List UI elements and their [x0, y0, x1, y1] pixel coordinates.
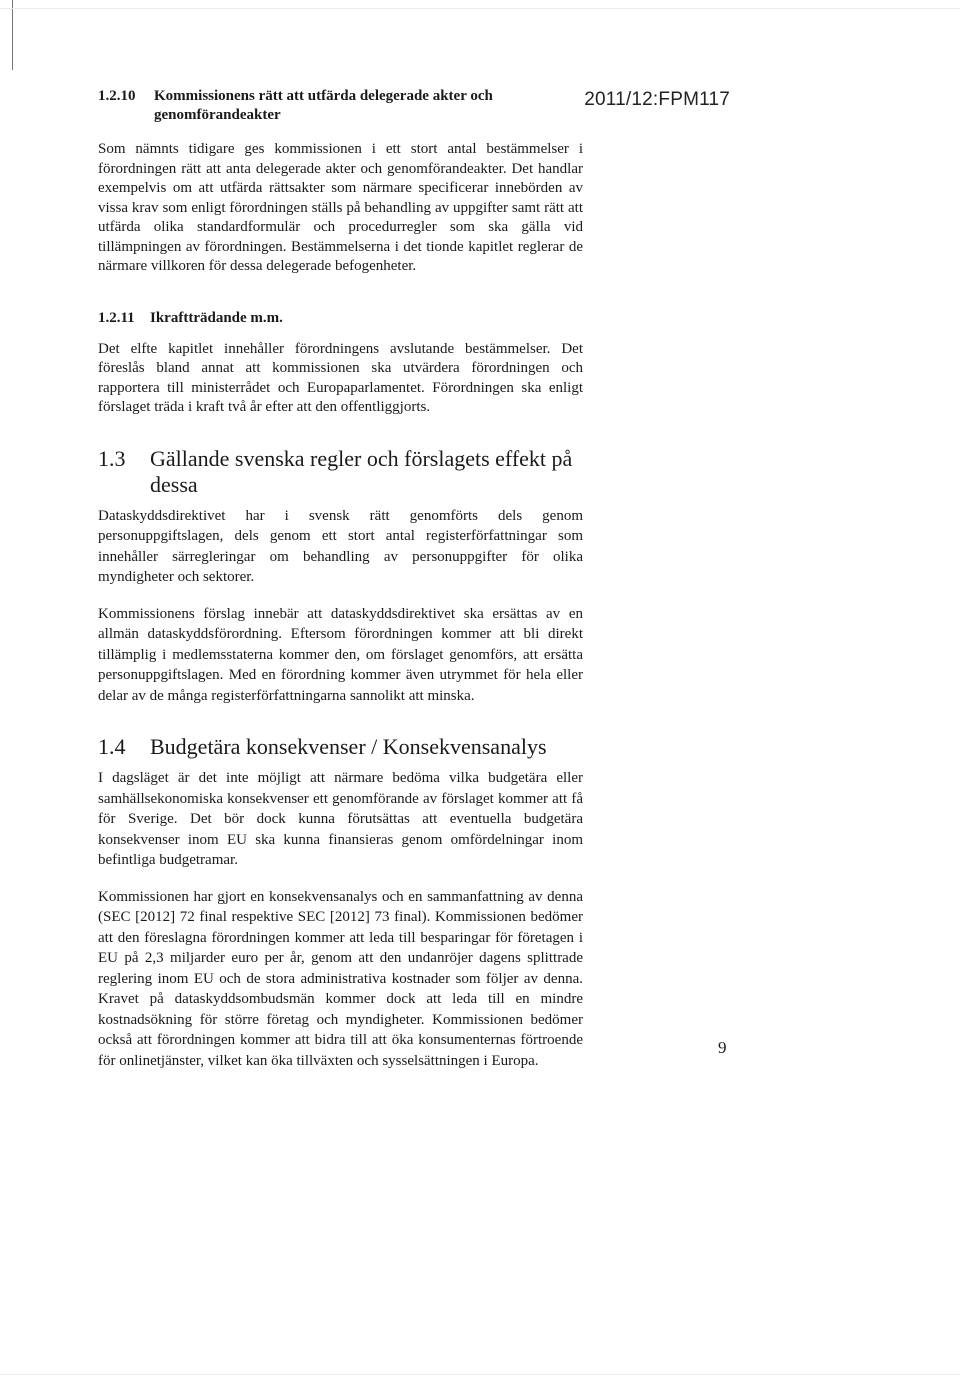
page-number: 9 [718, 1038, 727, 1057]
scan-edge [0, 8, 960, 9]
scan-edge [12, 0, 13, 70]
paragraph: Kommissionens förslag innebär att dataskyddsdirektivet ska ersättas av en allmän dataskyddsförordning. Eftersom förordningen kommer att bli direkt tillämplig i medlemsstaterna kommer den, om förslaget genomförs, att ersätta personuppgiftslagen. Med en förordning kommer även utrymmet för hela eller delar av de många registerförfattningarna sannolikt att minska. [98, 605, 583, 704]
paragraph: Kommissionen har gjort en konsekvensanalys och en sammanfattning av denna (SEC [2012] 72 final respektive SEC [2012] 73 final). Kommissionen bedömer att den föreslagna förordningen kommer att leda till besparingar för företagen i EU på 2,3 miljarder euro per år, genom att den undanröjer dagens splittrade reglering inom EU och de stora administrativa kostnader som följer av denna. Kravet på dataskyddsombudsmän kommer dock att leda till en mindre kostnadsökning för större företag och myndigheter. Kommissionen bedömer också att förordningen kommer att bidra till att öka konsumenternas förtroende för onlinetjänster, vilket kan öka tillväxten och sysselsättningen i Europa. [98, 888, 583, 1069]
document-reference: 2011/12:FPM117 [584, 89, 730, 110]
paragraph: Som nämnts tidigare ges kommissionen i ett stort antal bestämmelser i förordningen rätt att anta delegerade akter och genomförandeakter. Det handlar exempelvis om att utfärda rättsakter som närmare specificerar innebörden av vissa krav som enligt förordningen ställs på behandling av uppgifter samt rätt att utfärda olika standardformulär och procedurregler som ska gälla vid tillämpningen av förordningen. Bestämmelserna i det tionde kapitlet reglerar de närmare villkoren för dessa delegerade befogenheter. [98, 141, 583, 274]
section-number: 1.2.10 [98, 88, 136, 104]
section-title: Gällande svenska regler och förslagets effekt på dessa [150, 445, 573, 497]
section-heading-1-3 [98, 446, 583, 498]
section-heading-1-4 [98, 734, 583, 760]
section-number: 1.2.11 [98, 309, 135, 326]
paragraph: I dagsläget är det inte möjligt att närmare bedöma vilka budgetära eller samhällsekonomiska konsekvenser ett genomförande av förslaget kommer att få för Sverige. Det bör dock kunna förutsättas att eventuella budgetära konsekvenser inom EU ska kunna finansieras genom omfördelningar inom befintliga budgetramar. [98, 770, 583, 868]
scan-edge [0, 1374, 960, 1375]
section-number: 1.3 [98, 445, 126, 471]
paragraph: Det elfte kapitlet innehåller förordningens avslutande bestämmelser. Det föreslås bland annat att kommissionen ska utvärdera förordningen och rapportera till ministerrådet och Europaparlamentet. Förordningen ska enligt förslaget träda i kraft två år efter att den offentliggjorts. [98, 340, 583, 415]
section-title: Budgetära konsekvenser / Konsekvensanalys [150, 734, 547, 759]
section-title: Ikraftträdande m.m. [150, 309, 283, 326]
paragraph: Dataskyddsdirektivet har i svensk rätt genomförts dels genom personuppgiftslagen, dels genom ett stort antal registerförfattningar som innehåller särregleringar om behandling av personuppgifter för olika myndigheter och sektorer. [98, 507, 583, 585]
section-title: Kommissionens rätt att utfärda delegerade akter och genomförandeakter [154, 88, 493, 123]
document-body [98, 87, 583, 1087]
section-number: 1.4 [98, 734, 126, 759]
section-heading-1-2-10 [98, 87, 583, 125]
section-heading-1-2-11 [98, 309, 583, 328]
